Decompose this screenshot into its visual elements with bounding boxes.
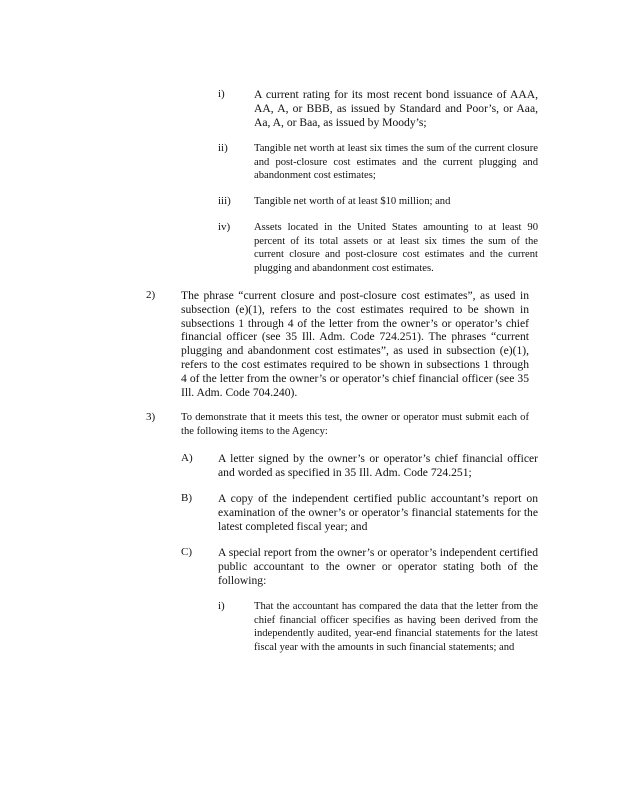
section-text: The phrase “current closure and post-closure cost estimates”, as used in subsection (e)(1), refers to the cost estimates required to be shown in subsections 1 through 4 of the letter from the owner’s or operator’s chief financial officer (see 35 Ill. Adm. Code 724.251). The phrases “current plugging and abandonment cost estimates”, as used in subsection (e)(1), refers to the cost estimates required to be shown in subsections 1 through 4 of the letter from the owner’s or operator’s chief financial officer (see 35 Ill. Adm. Code 704.240). (181, 289, 529, 399)
item-label: i) (218, 88, 225, 100)
item-label: A) (181, 452, 193, 464)
item-label: B) (181, 492, 192, 504)
item-text: Tangible net worth of at least $10 million; and (254, 196, 451, 207)
section-label: 3) (146, 411, 156, 423)
item-text: A letter signed by the owner’s or operator’s chief financial officer and worded as specified in 35 Ill. Adm. Code 724.251; (218, 452, 538, 479)
item-text: A special report from the owner’s or operator’s independent certified public accountant to the owner or operator stating both of the following: (218, 546, 538, 587)
item-text: A current rating for its most recent bond issuance of AAA, AA, A, or BBB, as issued by Standard and Poor’s, or Aaa, Aa, A, or Baa, as issued by Moody’s; (254, 88, 538, 129)
item-text: Assets located in the United States amounting to at least 90 percent of its total assets or at least six times the sum of the current closure and post-closure cost estimates and the current plugging and abandonment cost estimates. (254, 222, 538, 274)
section-label: 2) (146, 289, 156, 301)
item-label: ii) (218, 142, 228, 154)
item-label: iv) (218, 221, 231, 233)
item-text: That the accountant has compared the data that the letter from the chief financial officer specifies as having been derived from the independently audited, year-end financial statements for the latest fiscal year with the amounts in such financial statements; and (254, 601, 538, 653)
item-label: i) (218, 600, 225, 612)
item-label: iii) (218, 195, 231, 207)
item-text: Tangible net worth at least six times the sum of the current closure and post-closure cost estimates and the current plugging and abandonment cost estimates; (254, 143, 538, 182)
item-label: C) (181, 546, 192, 558)
section-text: To demonstrate that it meets this test, the owner or operator must submit each of the following items to the Agency: (181, 412, 529, 437)
item-text: A copy of the independent certified public accountant’s report on examination of the owner’s or operator’s financial statements for the latest completed fiscal year; and (218, 492, 538, 533)
